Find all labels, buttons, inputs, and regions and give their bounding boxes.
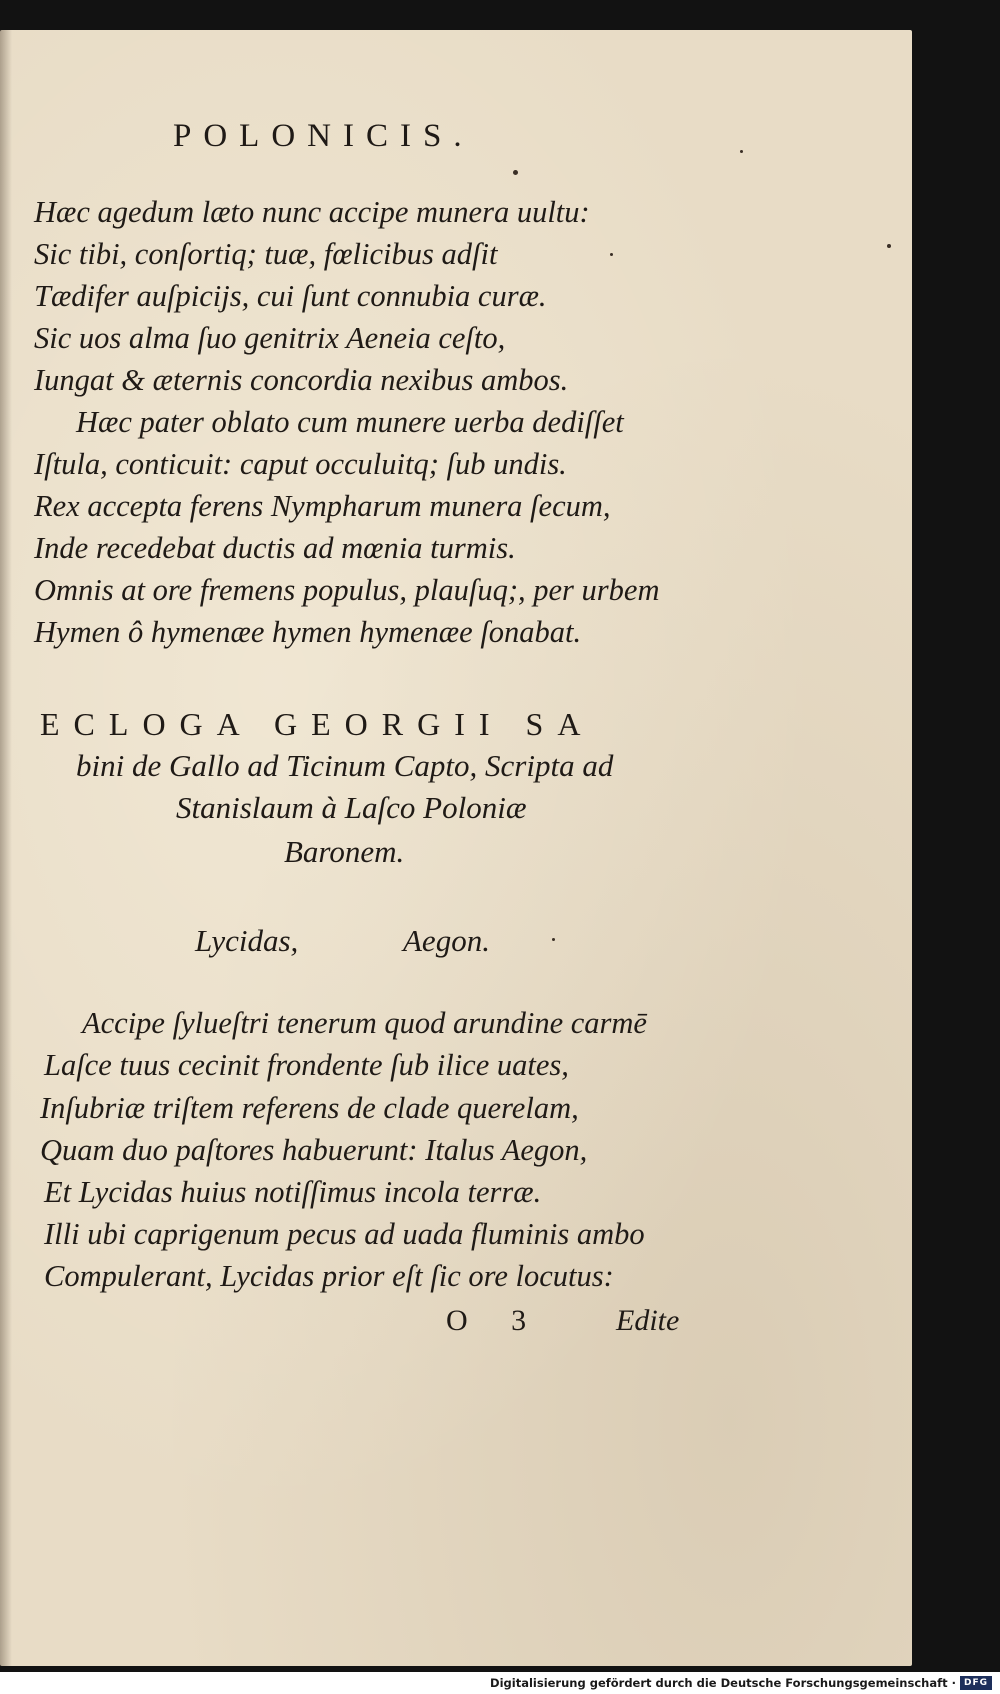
page-gutter-shadow xyxy=(0,30,12,1666)
verse-line: Compulerant, Lycidas prior eſt ſic ore locutus: xyxy=(44,1259,614,1293)
catchword: Edite xyxy=(616,1304,680,1337)
verse-line: Iungat & æternis concordia nexibus ambos. xyxy=(34,363,569,397)
verse-line: Omnis at ore fremens populus, plauſuq;, per urbem xyxy=(34,573,660,607)
digitization-credit: Digitalisierung gefördert durch die Deutsche Forschungsgemeinschaft · xyxy=(490,1676,956,1690)
verse-line: Hymen ô hymenæe hymen hymenæe ſonabat. xyxy=(34,615,582,649)
verse-line: Quam duo paſtores habuerunt: Italus Aegon, xyxy=(40,1133,588,1167)
paper-speck xyxy=(740,150,743,153)
paper-speck xyxy=(887,244,891,248)
verse-line: Hæc pater oblato cum munere uerba dediſſet xyxy=(76,405,624,439)
speaker-aegon: Aegon. xyxy=(403,923,490,958)
verse-line: Sic tibi, conſortiq; tuæ, fœlicibus adſit xyxy=(34,237,498,271)
verse-line: Hæc agedum læto nunc accipe munera uultu: xyxy=(34,195,590,229)
paper-speck xyxy=(610,253,613,256)
speaker-lycidas: Lycidas, xyxy=(195,923,299,958)
verse-line: Sic uos alma ſuo genitrix Aeneia ceſto, xyxy=(34,321,506,355)
verse-line: Et Lycidas huius notiſſimus incola terræ. xyxy=(44,1175,542,1209)
eclogue-subtitle-line: Baronem. xyxy=(284,834,405,869)
eclogue-title: ECLOGA GEORGII SA xyxy=(40,706,595,742)
verse-line: Iſtula, conticuit: caput occuluitq; ſub undis. xyxy=(34,447,567,481)
signature-mark: O 3 xyxy=(446,1304,545,1337)
book-page xyxy=(0,30,912,1666)
footer-bar xyxy=(0,1672,1000,1694)
verse-line: Inde recedebat ductis ad mœnia turmis. xyxy=(34,531,516,565)
dfg-logo: DFG xyxy=(960,1676,992,1690)
verse-line: Laſce tuus cecinit frondente ſub ilice uates, xyxy=(44,1048,569,1082)
running-title: POLONICIS. xyxy=(173,118,474,154)
eclogue-subtitle-line: Stanislaum à Laſco Poloniæ xyxy=(176,790,527,825)
verse-line: Tædifer auſpicijs, cui ſunt connubia curæ. xyxy=(34,279,547,313)
eclogue-subtitle-line: bini de Gallo ad Ticinum Capto, Scripta ad xyxy=(76,748,614,783)
paper-speck xyxy=(552,938,555,941)
verse-line: Illi ubi caprigenum pecus ad uada fluminis ambo xyxy=(44,1217,645,1251)
verse-line: Accipe ſylueſtri tenerum quod arundine carmē xyxy=(82,1006,647,1040)
verse-line: Rex accepta ferens Nympharum munera ſecum, xyxy=(34,489,611,523)
verse-line: Inſubriæ triſtem referens de clade querelam, xyxy=(40,1091,579,1125)
paper-speck xyxy=(513,170,518,175)
